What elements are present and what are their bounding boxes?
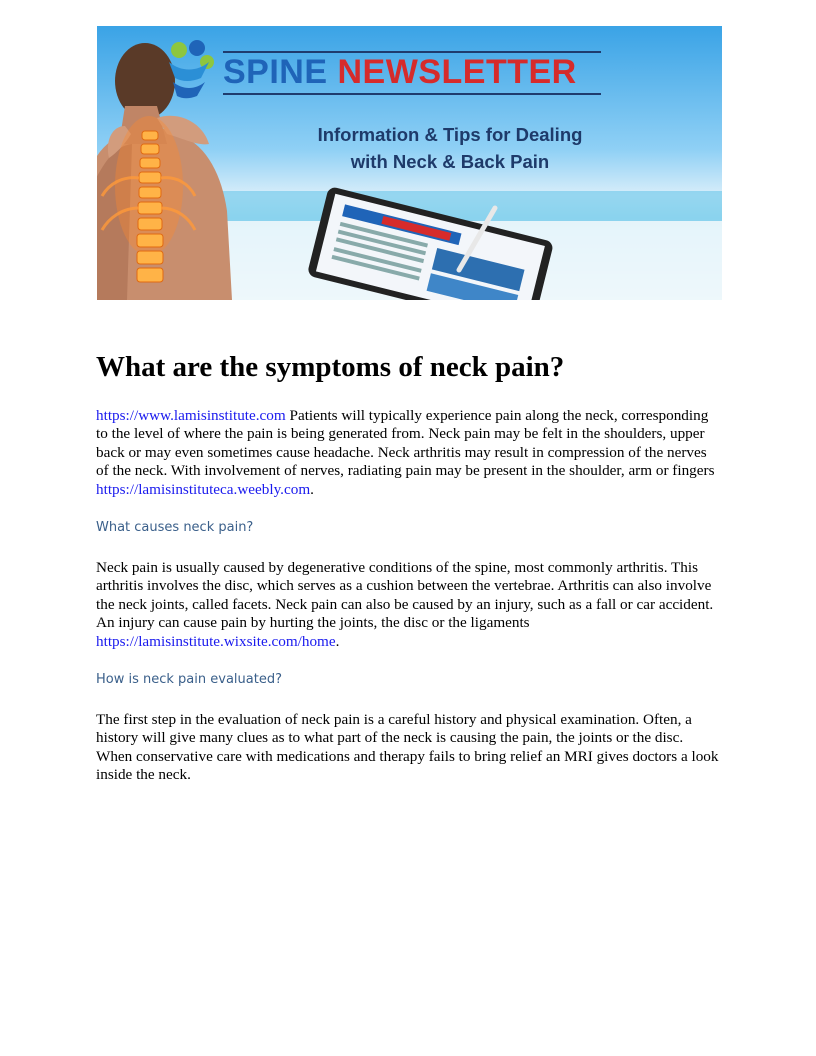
causes-heading: What causes neck pain?: [96, 520, 254, 535]
evaluation-heading: How is neck pain evaluated?: [96, 672, 282, 687]
weebly-link[interactable]: https://lamisinstituteca.weebly.com: [96, 480, 311, 498]
evaluation-paragraph: The first step in the evaluation of neck pain is a careful history and physical examination. Often, a history will give many clues as to what part of the neck is causing the pain, the joints or the disc. When conservative care with medications and therapy fails to bring relief an MRI gives doctors a look inside the neck.: [96, 711, 719, 784]
symptoms-paragraph: [96, 407, 721, 499]
lamisinstitute-link[interactable]: https://www.lamisinstitute.com: [96, 407, 286, 424]
banner-tagline-line1: Information & Tips for Dealing: [317, 124, 583, 145]
wixsite-link[interactable]: https://lamisinstitute.wixsite.com/home: [96, 632, 336, 650]
symptoms-tail: .: [310, 480, 314, 498]
causes-text: Neck pain is usually caused by degenerative conditions of the spine, most commonly arthritis. This arthritis involves the disc, which serves as a cushion between the vertebrae. Arthritis can also involve the neck joints, called facets. Neck pain can also be caused by an injury, such as a fall or car accident. An injury can cause pain by hurting the joints, the disc or the ligaments: [96, 559, 714, 632]
causes-paragraph: [96, 559, 721, 651]
symptoms-text: Patients will typically experience pain along the neck, corresponding to the level of where the pain is being generated from. Neck pain may be felt in the shoulders, upper back or may even sometimes cause headache. Neck arthritis may result in compression of the nerves of the neck. With involvement of nerves, radiating pain may be present in the shoulder, arm or fingers: [96, 407, 715, 480]
banner-tagline-line2: with Neck & Back Pain: [350, 151, 550, 172]
spine-logo-icon: [169, 40, 214, 98]
banner-tagline: [300, 121, 600, 175]
banner-title-spine: SPINE: [223, 53, 328, 91]
banner-rule-top: [223, 51, 601, 53]
person-neck-pain-figure: [97, 43, 232, 300]
banner-title-newsletter: NEWSLETTER: [337, 53, 577, 91]
article-title: What are the symptoms of neck pain?: [96, 351, 565, 383]
banner-title: [223, 53, 577, 92]
newsletter-banner: [97, 26, 722, 300]
causes-tail: .: [335, 632, 340, 650]
banner-rule-bottom: [223, 93, 601, 95]
